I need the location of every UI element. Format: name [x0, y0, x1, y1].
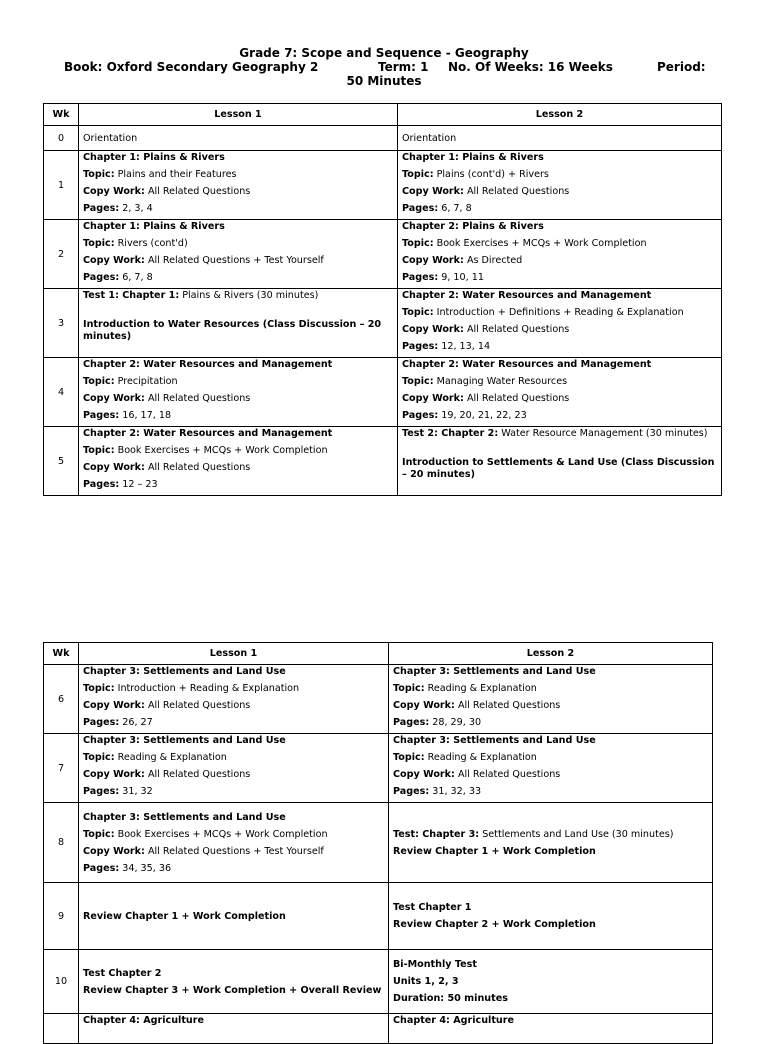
- pages-value: 28, 29, 30: [432, 717, 482, 728]
- pages-label: Pages:: [83, 479, 120, 490]
- pages-value: 16, 17, 18: [122, 410, 172, 421]
- lesson1-cell: [79, 289, 398, 358]
- header-info-line: [0, 60, 768, 74]
- topic-label: Topic:: [83, 828, 115, 840]
- week-number: 10: [44, 950, 79, 1014]
- topic-value: Book Exercises + MCQs + Work Completion: [436, 238, 647, 249]
- pages-value: 12, 13, 14: [441, 341, 491, 352]
- table-row: [44, 151, 722, 220]
- book-info: Book: Oxford Secondary Geography 2: [64, 60, 319, 74]
- table-row: [44, 950, 713, 1014]
- topic-label: Topic:: [83, 238, 115, 249]
- chapter-title: Chapter 1: Plains & Rivers: [83, 221, 225, 232]
- topic-label: Topic:: [402, 376, 434, 387]
- pages-value: 31, 32, 33: [432, 786, 482, 797]
- lesson-text: Orientation: [402, 133, 457, 144]
- table-row: [44, 289, 722, 358]
- intro-text: Introduction to Water Resources (Class Discussion – 20 minutes): [83, 319, 382, 342]
- chapter-title: Chapter 1: Plains & Rivers: [402, 152, 544, 163]
- table-header-row: [44, 104, 722, 126]
- lesson1-cell: [79, 427, 398, 496]
- copy-value: All Related Questions + Test Yourself: [147, 845, 324, 857]
- table-row: [44, 883, 713, 950]
- pages-label: Pages:: [393, 786, 430, 797]
- copy-value: All Related Questions: [457, 769, 561, 780]
- chapter-title: Chapter 2: Water Resources and Management: [402, 359, 652, 370]
- copy-value: All Related Questions: [457, 700, 561, 711]
- week-number: 7: [44, 734, 79, 803]
- chapter-title: Chapter 3: Settlements and Land Use: [83, 735, 286, 746]
- test-label: Test 2: Chapter 2:: [402, 428, 499, 439]
- chapter-title: Chapter 3: Settlements and Land Use: [393, 666, 596, 677]
- copy-label: Copy Work:: [402, 255, 464, 266]
- copy-label: Copy Work:: [402, 324, 464, 335]
- chapter-title: Chapter 3: Settlements and Land Use: [393, 735, 596, 746]
- pages-label: Pages:: [402, 410, 439, 421]
- pages-label: Pages:: [402, 341, 439, 352]
- test-title: Bi-Monthly Test: [393, 959, 477, 970]
- topic-value: Introduction + Definitions + Reading & Explanation: [436, 307, 684, 318]
- pages-value: 34, 35, 36: [122, 862, 172, 874]
- test-label: Test: Chapter 3:: [393, 828, 480, 840]
- pages-value: 6, 7, 8: [122, 272, 153, 283]
- copy-label: Copy Work:: [83, 255, 145, 266]
- topic-value: Precipitation: [117, 376, 178, 387]
- topic-value: Managing Water Resources: [436, 376, 568, 387]
- copy-label: Copy Work:: [83, 700, 145, 711]
- topic-label: Topic:: [402, 169, 434, 180]
- week-number: [44, 1014, 79, 1044]
- copy-label: Copy Work:: [402, 393, 464, 404]
- copy-label: Copy Work:: [83, 769, 145, 780]
- pages-label: Pages:: [402, 272, 439, 283]
- chapter-title: Chapter 3: Settlements and Land Use: [83, 666, 286, 677]
- lesson2-cell: [398, 289, 722, 358]
- wk-header: Wk: [44, 643, 79, 665]
- weeks-info: No. Of Weeks: 16 Weeks: [448, 60, 613, 74]
- chapter-title: Chapter 3: Settlements and Land Use: [83, 811, 286, 823]
- lesson1-header: Lesson 1: [79, 104, 398, 126]
- copy-value: All Related Questions: [147, 186, 251, 197]
- topic-value: Reading & Explanation: [427, 752, 537, 763]
- copy-value: As Directed: [466, 255, 523, 266]
- copy-value: All Related Questions: [147, 393, 251, 404]
- chapter-title: Chapter 4: Agriculture: [83, 1015, 204, 1026]
- lesson2-cell: [398, 151, 722, 220]
- table-header-row: [44, 643, 713, 665]
- lesson-text: Orientation: [83, 133, 138, 144]
- schedule-table-2: [43, 642, 713, 1044]
- week-number: 4: [44, 358, 79, 427]
- review-text: Review Chapter 3 + Work Completion + Overall Review: [83, 984, 382, 996]
- test-text: Plains & Rivers (30 minutes): [182, 290, 319, 301]
- lesson1-cell: [79, 151, 398, 220]
- table-row: [44, 803, 713, 883]
- pages-value: 2, 3, 4: [122, 203, 153, 214]
- test-title: Test Chapter 1: [393, 902, 472, 913]
- copy-label: Copy Work:: [83, 186, 145, 197]
- document-header: [0, 46, 768, 88]
- copy-value: All Related Questions: [466, 393, 570, 404]
- lesson2-header: Lesson 2: [389, 643, 713, 665]
- intro-text: Introduction to Settlements & Land Use (Class Discussion – 20 minutes): [402, 457, 715, 480]
- pages-label: Pages:: [83, 786, 120, 797]
- topic-value: Book Exercises + MCQs + Work Completion: [117, 445, 328, 456]
- lesson1-cell: [79, 126, 398, 151]
- lesson1-cell: [79, 1014, 389, 1044]
- pages-value: 12 – 23: [122, 479, 158, 490]
- copy-value: All Related Questions: [466, 324, 570, 335]
- topic-value: Plains and their Features: [117, 169, 237, 180]
- lesson2-cell: [398, 358, 722, 427]
- lesson2-cell: [389, 950, 713, 1014]
- test-units: Units 1, 2, 3: [393, 976, 459, 987]
- pages-value: 31, 32: [122, 786, 153, 797]
- copy-value: All Related Questions: [147, 462, 251, 473]
- copy-label: Copy Work:: [393, 769, 455, 780]
- topic-value: Reading & Explanation: [427, 683, 537, 694]
- chapter-title: Chapter 2: Water Resources and Management: [83, 359, 333, 370]
- week-number: 9: [44, 883, 79, 950]
- topic-value: Plains (cont'd) + Rivers: [436, 169, 549, 180]
- topic-label: Topic:: [83, 169, 115, 180]
- topic-value: Reading & Explanation: [117, 752, 227, 763]
- review-text: Review Chapter 1 + Work Completion: [393, 845, 596, 857]
- lesson2-cell: [398, 427, 722, 496]
- schedule-table-1: [43, 103, 722, 496]
- lesson2-cell: [398, 220, 722, 289]
- table-row: [44, 358, 722, 427]
- test-duration: Duration: 50 minutes: [393, 993, 508, 1004]
- lesson1-cell: [79, 734, 389, 803]
- document-title: Grade 7: Scope and Sequence - Geography: [239, 46, 529, 60]
- table-row: [44, 1014, 713, 1044]
- test-text: Water Resource Management (30 minutes): [501, 428, 708, 439]
- pages-label: Pages:: [83, 862, 120, 874]
- copy-value: All Related Questions: [147, 769, 251, 780]
- period-value: 50 Minutes: [346, 74, 422, 88]
- pages-label: Pages:: [83, 272, 120, 283]
- pages-label: Pages:: [83, 203, 120, 214]
- week-number: 1: [44, 151, 79, 220]
- lesson2-cell: [389, 803, 713, 883]
- topic-label: Topic:: [393, 752, 425, 763]
- copy-value: All Related Questions: [147, 700, 251, 711]
- lesson2-cell: [389, 665, 713, 734]
- review-text: Review Chapter 1 + Work Completion: [83, 910, 286, 922]
- week-number: 3: [44, 289, 79, 358]
- copy-value: All Related Questions: [466, 186, 570, 197]
- table-row: [44, 126, 722, 151]
- topic-value: Introduction + Reading & Explanation: [117, 683, 300, 694]
- table-row: [44, 427, 722, 496]
- lesson2-cell: [398, 126, 722, 151]
- wk-header: Wk: [44, 104, 79, 126]
- pages-value: 9, 10, 11: [441, 272, 484, 283]
- copy-label: Copy Work:: [83, 393, 145, 404]
- copy-label: Copy Work:: [83, 462, 145, 473]
- week-number: 5: [44, 427, 79, 496]
- lesson1-cell: [79, 665, 389, 734]
- topic-value: Book Exercises + MCQs + Work Completion: [117, 828, 328, 840]
- copy-label: Copy Work:: [393, 700, 455, 711]
- topic-label: Topic:: [402, 307, 434, 318]
- week-number: 0: [44, 126, 79, 151]
- table-row: [44, 734, 713, 803]
- pages-value: 19, 20, 21, 22, 23: [441, 410, 527, 421]
- pages-label: Pages:: [83, 717, 120, 728]
- lesson1-cell: [79, 220, 398, 289]
- lesson1-cell: [79, 358, 398, 427]
- topic-label: Topic:: [83, 376, 115, 387]
- topic-label: Topic:: [393, 683, 425, 694]
- pages-value: 26, 27: [122, 717, 153, 728]
- lesson2-header: Lesson 2: [398, 104, 722, 126]
- chapter-title: Chapter 4: Agriculture: [393, 1015, 514, 1026]
- pages-value: 6, 7, 8: [441, 203, 472, 214]
- topic-label: Topic:: [83, 683, 115, 694]
- topic-label: Topic:: [83, 752, 115, 763]
- lesson1-cell: [79, 803, 389, 883]
- topic-label: Topic:: [402, 238, 434, 249]
- lesson1-header: Lesson 1: [79, 643, 389, 665]
- test-label: Test 1: Chapter 1:: [83, 290, 180, 301]
- topic-label: Topic:: [83, 445, 115, 456]
- pages-label: Pages:: [393, 717, 430, 728]
- table-row: [44, 665, 713, 734]
- chapter-title: Chapter 1: Plains & Rivers: [83, 152, 225, 163]
- period-label: Period:: [657, 60, 706, 74]
- pages-label: Pages:: [83, 410, 120, 421]
- pages-label: Pages:: [402, 203, 439, 214]
- lesson2-cell: [389, 1014, 713, 1044]
- week-number: 8: [44, 803, 79, 883]
- week-number: 6: [44, 665, 79, 734]
- test-text: Settlements and Land Use (30 minutes): [479, 828, 674, 840]
- lesson2-cell: [389, 883, 713, 950]
- copy-label: Copy Work:: [83, 845, 145, 857]
- week-number: 2: [44, 220, 79, 289]
- chapter-title: Chapter 2: Water Resources and Management: [402, 290, 652, 301]
- term-info: Term: 1: [378, 60, 429, 74]
- chapter-title: Chapter 2: Plains & Rivers: [402, 221, 544, 232]
- copy-value: All Related Questions + Test Yourself: [147, 255, 324, 266]
- test-title: Test Chapter 2: [83, 967, 162, 979]
- lesson2-cell: [389, 734, 713, 803]
- lesson1-cell: [79, 950, 389, 1014]
- table-row: [44, 220, 722, 289]
- copy-label: Copy Work:: [402, 186, 464, 197]
- review-text: Review Chapter 2 + Work Completion: [393, 919, 596, 930]
- chapter-title: Chapter 2: Water Resources and Management: [83, 428, 333, 439]
- topic-value: Rivers (cont'd): [117, 238, 188, 249]
- lesson1-cell: [79, 883, 389, 950]
